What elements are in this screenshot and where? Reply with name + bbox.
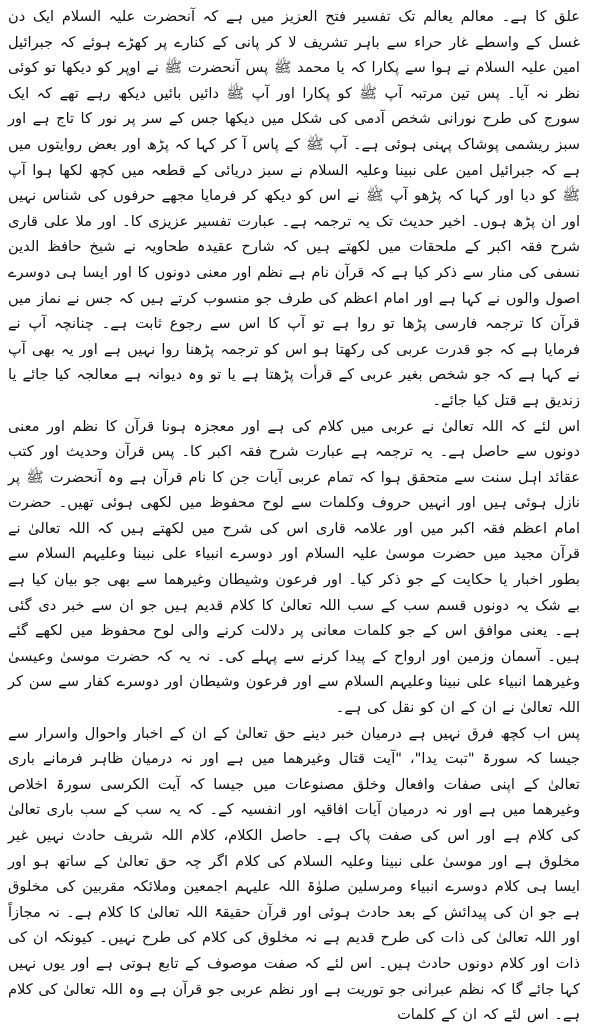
paragraph-3: پس اب کچھ فرق نہیں ہے درمیان خبر دینے حق تعالیٰ کے ان کے اخبار واحوال واسرار سے جیسا کہ سورۃ "تبت یدا"، "آیت قتال وغیرھما میں ہے اور نہ درمیان ظاہر فرمانے باری تعالیٰ کے اپنی صفات وافعال وخلق مصنوعات میں جیسا کہ آیت الکرسی سورۃ اخلاص وغیرھما میں ہے اور نہ درمیان آیات افاقیہ اور انفسیہ کے۔ کہ یہ سب کے سب باری تعالیٰ کی کلام ہے اور اس کی صفت پاک ہے۔ حاصل الکلام، کلام اللہ شریف حادث نہیں غیر مخلوق ہے اور موسیٰ علی نبینا وعلیہ السلام کی کلام اگر چہ حق تعالیٰ کے ساتھ ہو اور ایسا ہی کلام دوسرے انبیاء ومرسلین صلوٰۃ اللہ علیہم اجمعین وملائکہ مقربین کی مخلوق ہے جو ان کی پیدائش کے بعد حادث ہوئی اور قرآن حقیقۃً اللہ تعالیٰ کا کلام ہے۔ نہ مجازاً اور اللہ تعالیٰ کی ذات کی طرح قدیم ہے نہ مخلوق کی کلام کی طرح نہیں۔ کیونکہ ان کی ذات اور کلام دونوں حادث ہیں۔ اس لئے کہ صفت موصوف کے تابع ہوتی ہے اور یوں نہیں کہا جائے گا کہ نظم عبرانی جو توریت ہے اور نظم عربی جو قرآن ہے وہ اللہ تعالیٰ کی کلام ہے۔ اس لئے کہ ان کے کلمات bbox=[8, 724, 580, 1024]
paragraph-1: علق کا ہے۔ معالم یعالم تک تفسیر فتح العزیز میں ہے کہ آنحضرت علیہ السلام ایک دن غسل کے واسطے غار حراء سے باہر تشریف لا کر پانی کے کنارے پر کھڑے ہوئے کہ جبرائیل امین علیہ السلام نے ہوا سے پکارا کہ یا محمد ﷺ پس آنحضرت ﷺ نے اوپر کو دیکھا تو کوئی نظر نہ آیا۔ پس تین مرتبہ آپ ﷺ کو پکارا اور آپ ﷺ دائیں بائیں دیکھ رہے تھے کہ ایک سورج کی طرح نورانی شخص آدمی کی شکل میں دیکھا جس کے سر پر نور کا تاج ہے اور سبز ریشمی پوشاک پہنی ہوئی ہے۔ آپ ﷺ کے پاس آ کر کہا کہ پڑھ اور بعض روایتوں میں ہے کہ جبرائیل امین علی نبینا وعلیہ السلام نے سبز دریائی کے قطعہ میں کچھ لکھا ہوا آپ ﷺ کو دیا اور کہا کہ پڑھو آپ ﷺ نے اس کو دیکھ کر فرمایا مجھے حرفوں کی شناس نہیں اور ان پڑھ ہوں۔ اخیر حدیث تک یہ ترجمہ ہے۔ عبارت تفسیر عزیزی کا۔ اور ملا علی قاری شرح فقہ اکبر کے ملحقات میں لکھتے ہیں کہ شارح عقیدہ طحاویہ نے شیخ حافظ الدین نسفی کی منار سے ذکر کیا ہے کہ قرآن نام ہے نظم اور معنی دونوں کا اور ایسا ہی دوسرے اصول والوں نے کہا ہے اور امام اعظم کی طرف جو منسوب کرتے ہیں کہ جس نے نماز میں قرآن کا ترجمہ فارسی پڑھا تو روا ہے تو آپ کا اس سے رجوع ثابت ہے۔ چنانچہ آپ نے فرمایا ہے کہ جو قدرت عربی کی رکھتا ہو اس کو ترجمہ پڑھنا روا نہیں ہے اور یہ بھی آپ نے کہا ہے کہ جو شخص بغیر عربی کے قرأت پڑھتا ہے یا تو وہ دیوانہ ہے معالجہ کیا جائے یا زندیق ہے قتل کیا جائے۔ bbox=[8, 8, 580, 409]
paragraph-2: اس لئے کہ اللہ تعالیٰ نے عربی میں کلام کی ہے اور معجزہ ہونا قرآن کا نظم اور معنی دونوں سے حاصل ہے۔ یہ ترجمہ ہے عبارت شرح فقہ اکبر کا۔ پس قرآن وحدیث اور کتب عقائد اہل سنت سے متحقق ہوا کہ تمام عربی آیات جن کا نام قرآن ہے وہ آنحضرت ﷺ پر نازل ہوئی ہیں اور انہیں حروف وکلمات سے لوح محفوظ میں لکھی ہوئی تھیں۔ حضرت امام اعظم فقہ اکبر میں اور علامہ قاری اس کی شرح میں لکھتے ہیں کہ اللہ تعالیٰ نے قرآن مجید میں حضرت موسیٰ علیہ السلام اور دوسرے انبیاء علی نبینا وعلیہم السلام سے بطور اخبار یا حکایت کے جو ذکر کیا۔ اور فرعون وشیطان وغیرھما سے بھی جو بیان کیا ہے بے شک یہ دونوں قسم سب کے سب اللہ تعالیٰ کا کلام قدیم ہیں جو ان سے خبر دی گئی ہے۔ یعنی موافق اس کے جو کلمات معانی پر دلالت کرنے والی لوح محفوظ میں لکھے گئے ہیں۔ آسمان وزمین اور ارواح کے پیدا کرنے سے پہلے کی۔ نہ یہ کہ حضرت موسیٰ وعیسیٰ وغیرھما انبیاء علی نبینا وعلیہم السلام سے اور فرعون وشیطان اور دوسرے کفار سے سن کر اللہ تعالیٰ نے ان کے ان کو نقل کی ہے۔ bbox=[8, 417, 580, 717]
document-body bbox=[8, 4, 580, 1028]
